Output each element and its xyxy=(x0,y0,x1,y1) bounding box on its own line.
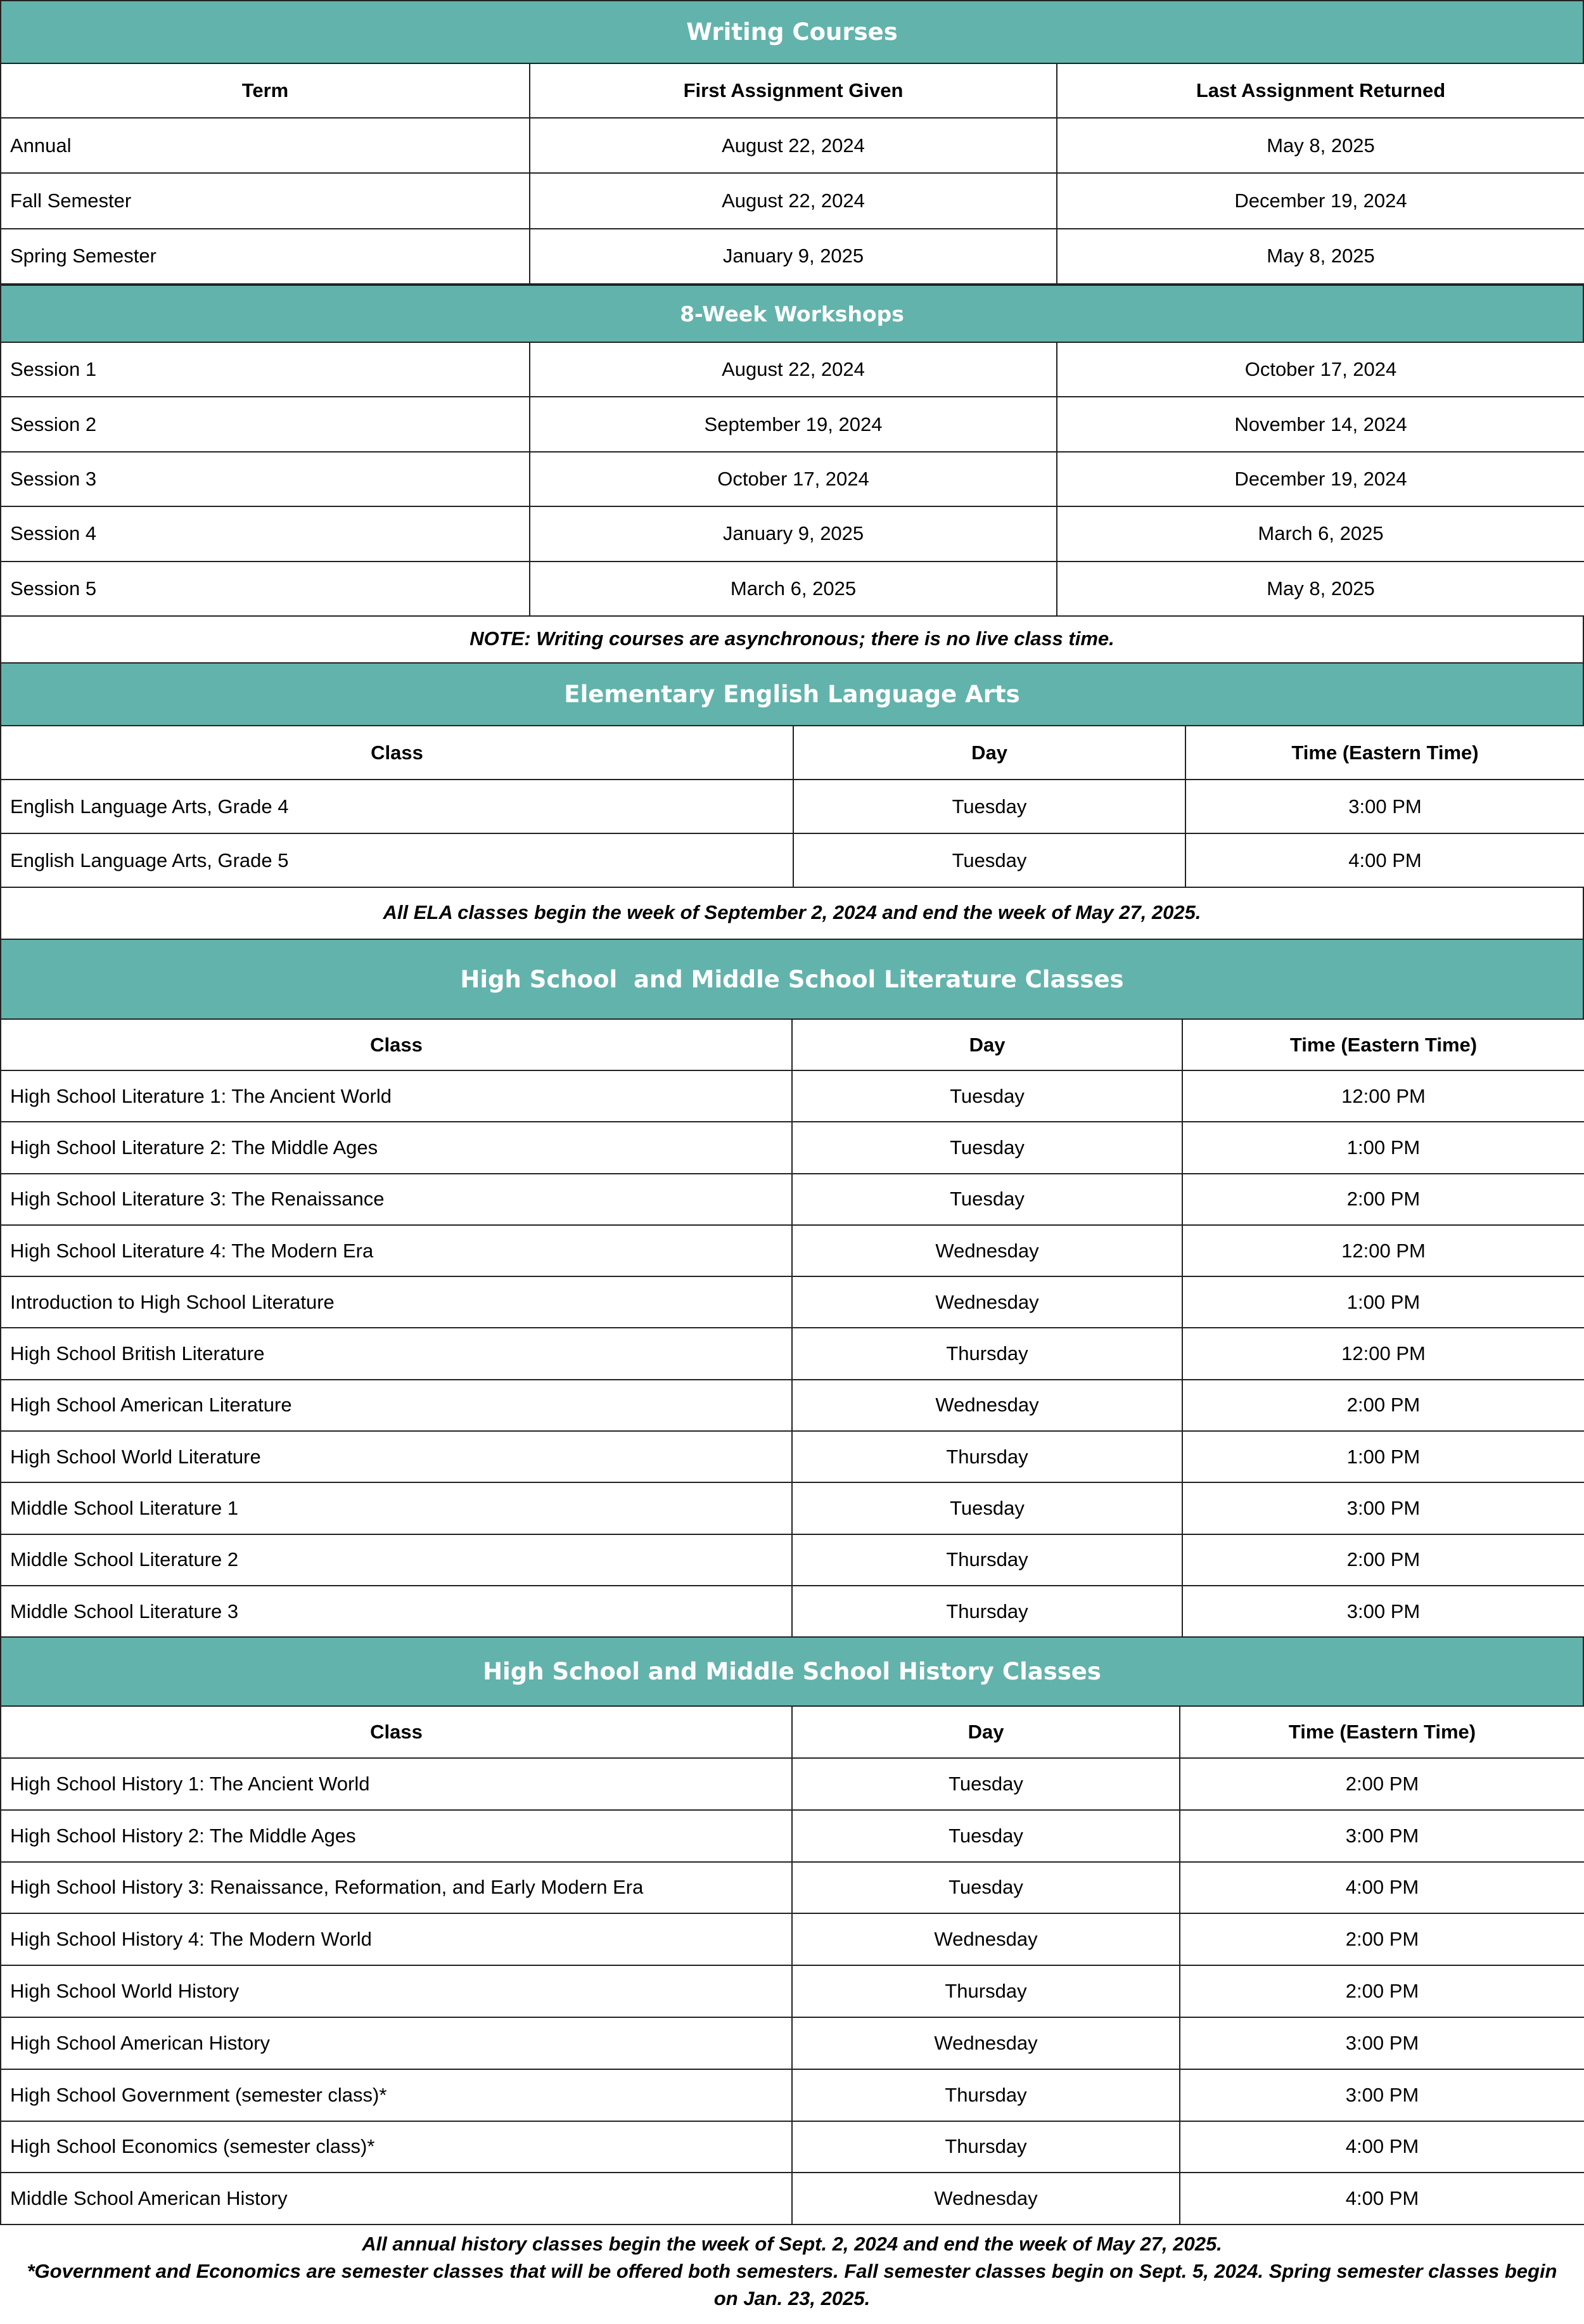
column-header: First Assignment Given xyxy=(530,63,1057,118)
history-table xyxy=(0,1705,1584,2225)
table-row xyxy=(1,342,1584,397)
table-cell: Thursday xyxy=(792,1965,1180,2017)
row-label-cell: High School American Literature xyxy=(1,1380,792,1431)
table-cell: Wednesday xyxy=(792,2173,1180,2224)
literature-table xyxy=(0,1018,1584,1638)
row-label-cell: Fall Semester xyxy=(1,173,530,228)
table-cell: 3:00 PM xyxy=(1182,1482,1584,1534)
table-row xyxy=(1,2173,1584,2224)
row-label-cell: High School Economics (semester class)* xyxy=(1,2121,792,2173)
row-label-cell: High School History 1: The Ancient World xyxy=(1,1758,792,1810)
table-cell: 3:00 PM xyxy=(1180,2069,1584,2121)
table-row xyxy=(1,562,1584,616)
row-label-cell: High School American History xyxy=(1,2017,792,2069)
table-cell: Thursday xyxy=(792,1431,1182,1482)
table-row xyxy=(1,1276,1584,1328)
row-label-cell: High School Literature 4: The Modern Era xyxy=(1,1225,792,1276)
row-label-cell: Middle School Literature 3 xyxy=(1,1586,792,1637)
column-header: Day xyxy=(792,1019,1182,1070)
column-header: Time (Eastern Time) xyxy=(1185,726,1584,780)
table-row xyxy=(1,1380,1584,1431)
table-cell: Wednesday xyxy=(792,1380,1182,1431)
table-cell: Thursday xyxy=(792,2121,1180,2173)
table-row xyxy=(1,1225,1584,1276)
table-cell: September 19, 2024 xyxy=(530,397,1057,451)
table-cell: Wednesday xyxy=(792,2017,1180,2069)
writing-courses-table xyxy=(0,63,1584,285)
history-footnote-1: All annual history classes begin the week of Sept. 2, 2024 and end the week of May 27, 2025. xyxy=(362,2233,1222,2255)
row-label-cell: High School History 3: Renaissance, Reformation, and Early Modern Era xyxy=(1,1862,792,1914)
table-cell: March 6, 2025 xyxy=(530,562,1057,616)
table-row xyxy=(1,1070,1584,1122)
table-cell: 1:00 PM xyxy=(1182,1122,1584,1173)
table-cell: May 8, 2025 xyxy=(1057,118,1584,173)
table-row xyxy=(1,1758,1584,1810)
table-row xyxy=(1,1586,1584,1637)
table-row xyxy=(1,780,1584,833)
table-cell: 4:00 PM xyxy=(1185,833,1584,887)
table-row xyxy=(1,1431,1584,1482)
table-header-row xyxy=(1,726,1584,780)
row-label-cell: High School World History xyxy=(1,1965,792,2017)
row-label-cell: Session 2 xyxy=(1,397,530,451)
table-cell: 2:00 PM xyxy=(1180,1965,1584,2017)
table-cell: 2:00 PM xyxy=(1182,1534,1584,1586)
table-cell: March 6, 2025 xyxy=(1057,506,1584,561)
row-label-cell: Annual xyxy=(1,118,530,173)
table-cell: October 17, 2024 xyxy=(1057,342,1584,397)
row-label-cell: High School British Literature xyxy=(1,1328,792,1379)
table-row xyxy=(1,833,1584,887)
column-header: Class xyxy=(1,726,793,780)
table-cell: Thursday xyxy=(792,1586,1182,1637)
row-label-cell: English Language Arts, Grade 5 xyxy=(1,833,793,887)
table-cell: 1:00 PM xyxy=(1182,1431,1584,1482)
row-label-cell: English Language Arts, Grade 4 xyxy=(1,780,793,833)
table-cell: Tuesday xyxy=(792,1122,1182,1173)
row-label-cell: Introduction to High School Literature xyxy=(1,1276,792,1328)
table-cell: January 9, 2025 xyxy=(530,229,1057,284)
table-cell: May 8, 2025 xyxy=(1057,229,1584,284)
row-label-cell: Session 5 xyxy=(1,562,530,616)
table-row xyxy=(1,1534,1584,1586)
table-cell: Tuesday xyxy=(793,780,1185,833)
table-row xyxy=(1,1862,1584,1914)
table-row xyxy=(1,506,1584,561)
row-label-cell: High School Literature 3: The Renaissance xyxy=(1,1174,792,1225)
table-cell: 4:00 PM xyxy=(1180,1862,1584,1914)
table-cell: 2:00 PM xyxy=(1182,1174,1584,1225)
table-cell: Thursday xyxy=(792,1328,1182,1379)
table-row xyxy=(1,1965,1584,2017)
table-cell: 12:00 PM xyxy=(1182,1070,1584,1122)
table-cell: December 19, 2024 xyxy=(1057,173,1584,228)
ela-title: Elementary English Language Arts xyxy=(0,662,1584,726)
table-cell: 2:00 PM xyxy=(1182,1380,1584,1431)
table-row xyxy=(1,1482,1584,1534)
literature-title: High School and Middle School Literature Classes xyxy=(0,939,1584,1020)
row-label-cell: High School History 2: The Middle Ages xyxy=(1,1810,792,1862)
table-row xyxy=(1,397,1584,451)
writing-note: NOTE: Writing courses are asynchronous; there is no live class time. xyxy=(0,615,1584,664)
column-header: Day xyxy=(792,1706,1180,1758)
column-header: Time (Eastern Time) xyxy=(1180,1706,1584,1758)
row-label-cell: Middle School American History xyxy=(1,2173,792,2224)
row-label-cell: High School Government (semester class)* xyxy=(1,2069,792,2121)
table-cell: May 8, 2025 xyxy=(1057,562,1584,616)
table-row xyxy=(1,2069,1584,2121)
table-header-row xyxy=(1,1019,1584,1070)
row-label-cell: Session 1 xyxy=(1,342,530,397)
table-cell: 3:00 PM xyxy=(1180,2017,1584,2069)
table-cell: Wednesday xyxy=(792,1276,1182,1328)
row-label-cell: Spring Semester xyxy=(1,229,530,284)
row-label-cell: High School Literature 1: The Ancient World xyxy=(1,1070,792,1122)
column-header: Term xyxy=(1,63,530,118)
table-cell: 3:00 PM xyxy=(1180,1810,1584,1862)
column-header: Class xyxy=(1,1019,792,1070)
table-cell: 4:00 PM xyxy=(1180,2121,1584,2173)
writing-courses-title: Writing Courses xyxy=(0,0,1584,64)
table-cell: 1:00 PM xyxy=(1182,1276,1584,1328)
table-cell: Tuesday xyxy=(793,833,1185,887)
table-cell: Tuesday xyxy=(792,1070,1182,1122)
table-cell: 12:00 PM xyxy=(1182,1328,1584,1379)
table-cell: Thursday xyxy=(792,2069,1180,2121)
table-header-row xyxy=(1,63,1584,118)
column-header: Time (Eastern Time) xyxy=(1182,1019,1584,1070)
table-cell: 3:00 PM xyxy=(1182,1586,1584,1637)
table-cell: 2:00 PM xyxy=(1180,1758,1584,1810)
history-footnote-2: *Government and Economics are semester classes that will be offered both semesters. Fall semester classes begin on Sept. 5, 2024. Spring semester classes begin on Jan. 23, 2025. xyxy=(27,2260,1557,2309)
table-cell: November 14, 2024 xyxy=(1057,397,1584,451)
table-row xyxy=(1,1122,1584,1173)
table-row xyxy=(1,452,1584,506)
table-cell: Tuesday xyxy=(792,1810,1180,1862)
table-cell: October 17, 2024 xyxy=(530,452,1057,506)
table-row xyxy=(1,2017,1584,2069)
row-label-cell: High School World Literature xyxy=(1,1431,792,1482)
table-cell: Wednesday xyxy=(792,1913,1180,1965)
table-cell: August 22, 2024 xyxy=(530,118,1057,173)
table-cell: August 22, 2024 xyxy=(530,342,1057,397)
table-cell: Tuesday xyxy=(792,1174,1182,1225)
table-cell: August 22, 2024 xyxy=(530,173,1057,228)
table-cell: 3:00 PM xyxy=(1185,780,1584,833)
workshops-table xyxy=(0,342,1584,617)
table-cell: 4:00 PM xyxy=(1180,2173,1584,2224)
table-cell: Thursday xyxy=(792,1534,1182,1586)
history-title: High School and Middle School History Classes xyxy=(0,1636,1584,1707)
table-row xyxy=(1,173,1584,228)
table-cell: 2:00 PM xyxy=(1180,1913,1584,1965)
row-label-cell: Session 4 xyxy=(1,506,530,561)
table-row xyxy=(1,1913,1584,1965)
table-row xyxy=(1,229,1584,284)
table-row xyxy=(1,1328,1584,1379)
table-cell: Tuesday xyxy=(792,1758,1180,1810)
ela-table xyxy=(0,725,1584,888)
table-header-row xyxy=(1,1706,1584,1758)
row-label-cell: High School History 4: The Modern World xyxy=(1,1913,792,1965)
table-cell: Tuesday xyxy=(792,1482,1182,1534)
table-row xyxy=(1,2121,1584,2173)
column-header: Class xyxy=(1,1706,792,1758)
row-label-cell: High School Literature 2: The Middle Ages xyxy=(1,1122,792,1173)
column-header: Last Assignment Returned xyxy=(1057,63,1584,118)
table-cell: Tuesday xyxy=(792,1862,1180,1914)
column-header: Day xyxy=(793,726,1185,780)
workshops-title: 8-Week Workshops xyxy=(0,285,1584,343)
table-row xyxy=(1,1810,1584,1862)
table-cell: January 9, 2025 xyxy=(530,506,1057,561)
row-label-cell: Middle School Literature 2 xyxy=(1,1534,792,1586)
table-row xyxy=(1,1174,1584,1225)
table-row xyxy=(1,118,1584,173)
row-label-cell: Middle School Literature 1 xyxy=(1,1482,792,1534)
table-cell: December 19, 2024 xyxy=(1057,452,1584,506)
table-cell: 12:00 PM xyxy=(1182,1225,1584,1276)
table-cell: Wednesday xyxy=(792,1225,1182,1276)
ela-note: All ELA classes begin the week of September 2, 2024 and end the week of May 27, 2025. xyxy=(0,887,1584,940)
row-label-cell: Session 3 xyxy=(1,452,530,506)
